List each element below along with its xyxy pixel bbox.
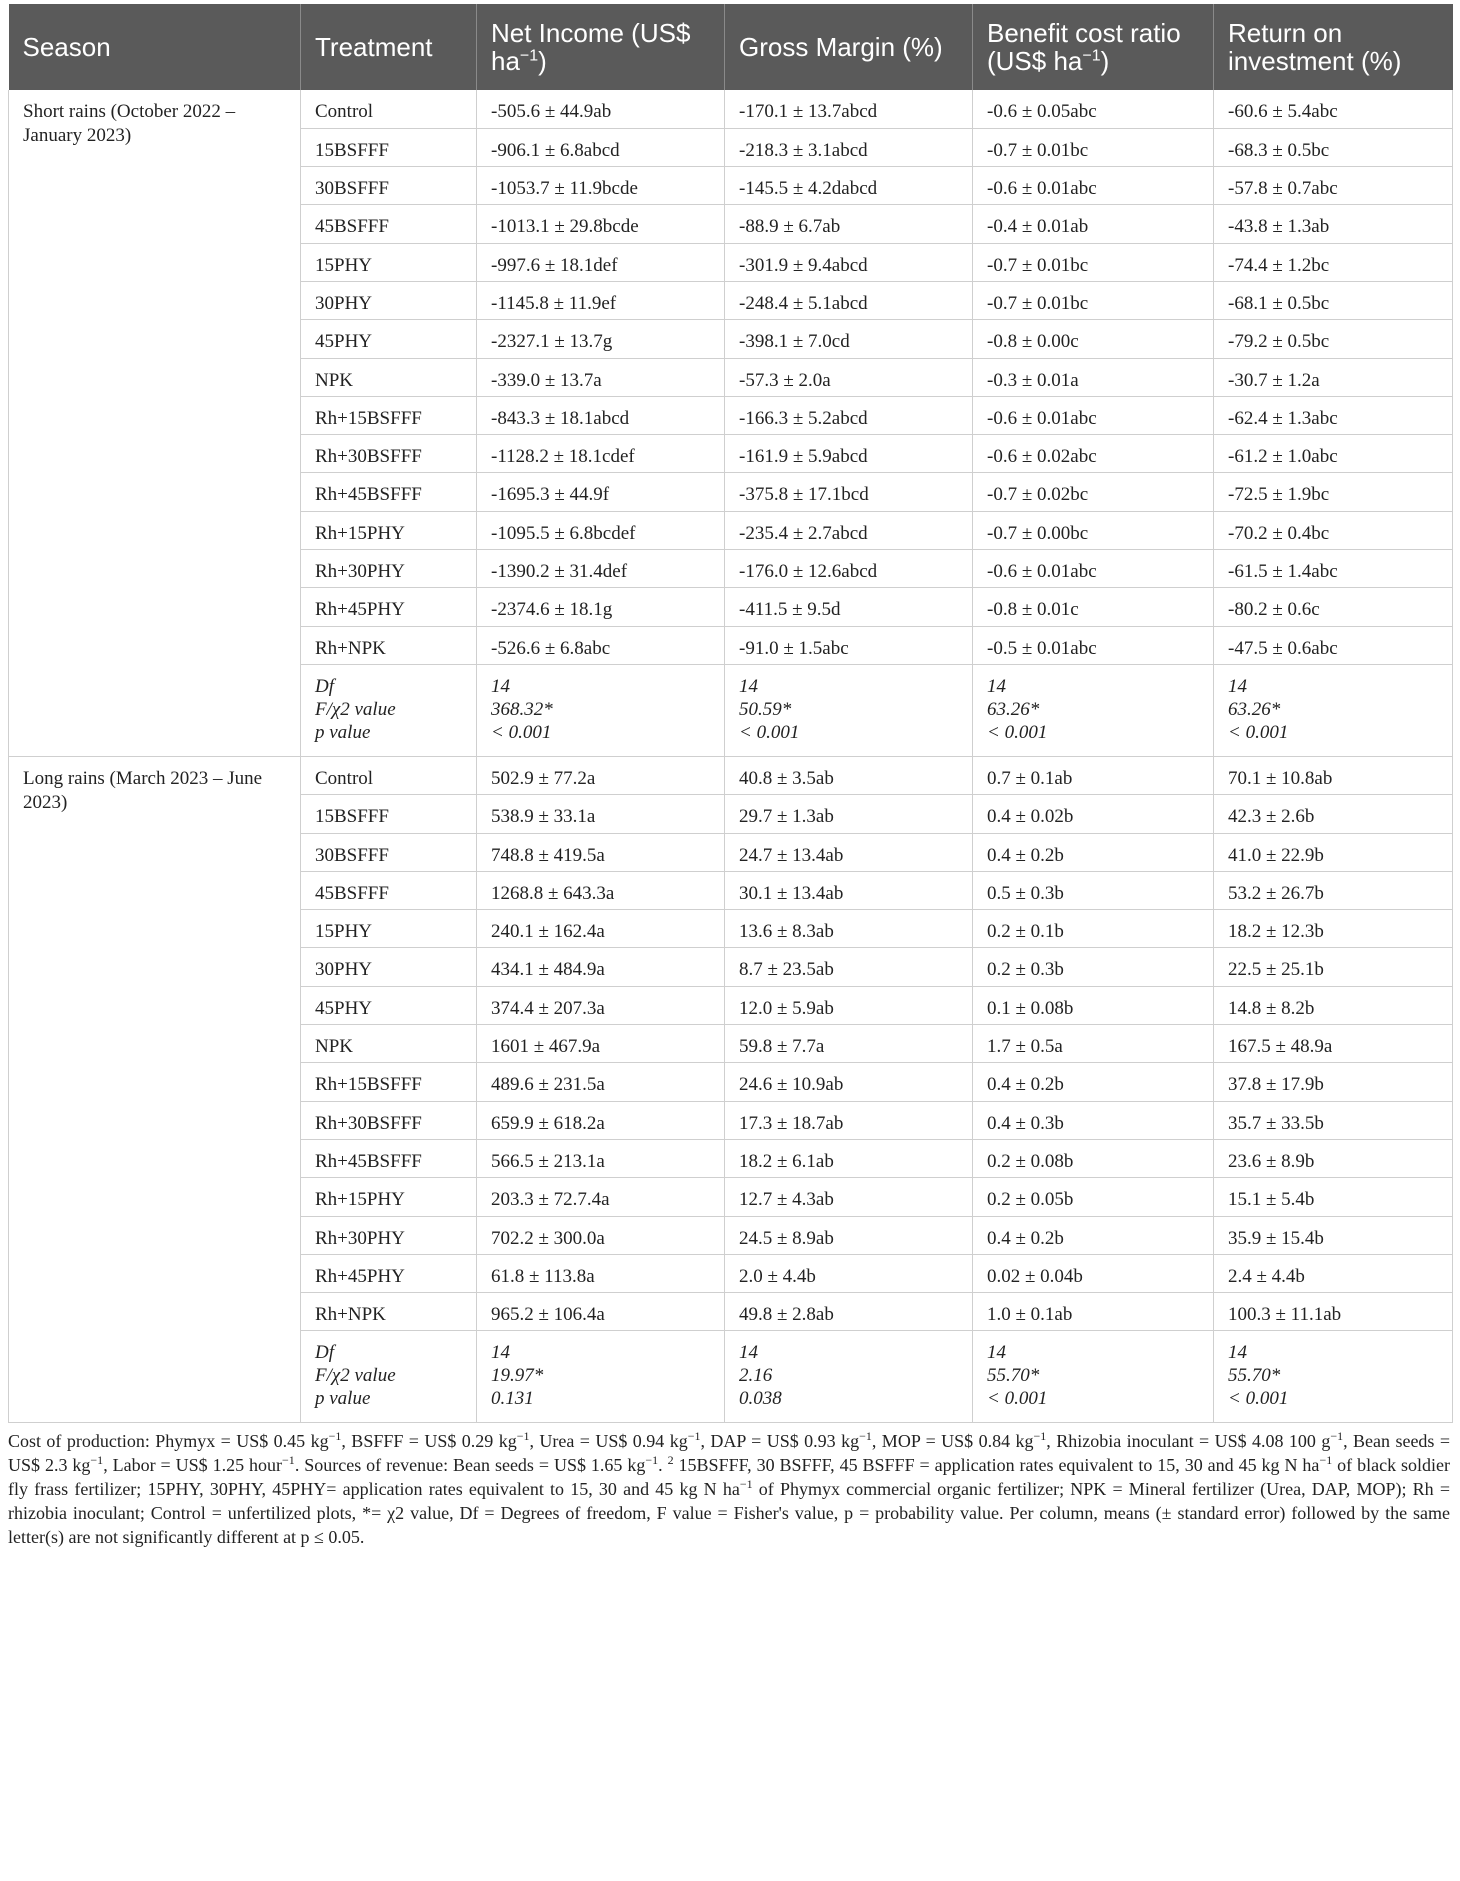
benefit-cost-ratio-cell: -0.6 ± 0.01abc	[973, 396, 1214, 434]
stat-line: < 0.001	[1228, 721, 1289, 743]
net-income-cell: -2327.1 ± 13.7g	[477, 320, 725, 358]
net-income-cell: 374.4 ± 207.3a	[477, 986, 725, 1024]
gross-margin-cell: 8.7 ± 23.5ab	[725, 948, 973, 986]
return-on-investment-cell: -61.5 ± 1.4abc	[1214, 550, 1453, 588]
footnote-segment: Cost of production: Phymyx = US$ 0.45 kg	[8, 1431, 329, 1452]
treatment-cell: 15PHY	[301, 243, 477, 281]
stat-line: 50.59*	[739, 698, 792, 720]
stat-line: 14	[739, 675, 758, 697]
treatment-cell: Rh+15BSFFF	[301, 1063, 477, 1101]
return-on-investment-cell: 37.8 ± 17.9b	[1214, 1063, 1453, 1101]
stat-line: 14	[739, 1342, 758, 1364]
benefit-cost-ratio-cell: -0.4 ± 0.01ab	[973, 205, 1214, 243]
benefit-cost-ratio-cell: -0.6 ± 0.01abc	[973, 167, 1214, 205]
gross-margin-cell: 24.6 ± 10.9ab	[725, 1063, 973, 1101]
col-header-benefit-cost-ratio: Benefit cost ratio (US$ $ha^{-1}$)	[973, 4, 1214, 90]
net-income-cell: -2374.6 ± 18.1g	[477, 588, 725, 626]
gross-margin-cell: 30.1 ± 13.4ab	[725, 871, 973, 909]
treatment-cell: 30PHY	[301, 281, 477, 319]
stat-line: F/χ2 value	[315, 1365, 396, 1387]
stat-line: Df	[315, 1342, 334, 1364]
table-row	[9, 756, 1453, 794]
benefit-cost-ratio-stats-cell	[973, 1331, 1214, 1423]
return-on-investment-cell: 15.1 ± 5.4b	[1214, 1178, 1453, 1216]
stat-line: 14	[1228, 1342, 1247, 1364]
return-on-investment-stats-cell	[1214, 1331, 1453, 1423]
footnote-segment: −1	[739, 1477, 753, 1492]
treatment-cell: 45PHY	[301, 320, 477, 358]
treatment-cell: 15PHY	[301, 910, 477, 948]
return-on-investment-cell: 35.9 ± 15.4b	[1214, 1216, 1453, 1254]
net-income-cell: -906.1 ± 6.8abcd	[477, 128, 725, 166]
benefit-cost-ratio-cell: 0.02 ± 0.04b	[973, 1254, 1214, 1292]
season-label: Short rains (October 2022 – January 2023)	[9, 90, 301, 756]
stat-line: 14	[491, 675, 510, 697]
treatment-cell: 30BSFFF	[301, 833, 477, 871]
treatment-cell: Control	[301, 90, 477, 128]
return-on-investment-cell: 23.6 ± 8.9b	[1214, 1139, 1453, 1177]
treatment-cell: 15BSFFF	[301, 128, 477, 166]
net-income-cell: -1695.3 ± 44.9f	[477, 473, 725, 511]
net-income-cell: -1095.5 ± 6.8bcdef	[477, 511, 725, 549]
benefit-cost-ratio-cell: -0.7 ± 0.01bc	[973, 243, 1214, 281]
net-income-cell: -339.0 ± 13.7a	[477, 358, 725, 396]
benefit-cost-ratio-cell: -0.5 ± 0.01abc	[973, 626, 1214, 664]
benefit-cost-ratio-cell: 0.2 ± 0.05b	[973, 1178, 1214, 1216]
treatment-cell: Rh+45PHY	[301, 588, 477, 626]
benefit-cost-ratio-cell: 0.5 ± 0.3b	[973, 871, 1214, 909]
benefit-cost-ratio-cell: 0.2 ± 0.08b	[973, 1139, 1214, 1177]
return-on-investment-stats-cell	[1214, 664, 1453, 756]
gross-margin-cell: -301.9 ± 9.4abcd	[725, 243, 973, 281]
header-row	[9, 4, 1453, 90]
stat-line: Df	[315, 675, 334, 697]
treatment-cell: Rh+45BSFFF	[301, 473, 477, 511]
treatment-cell: Rh+45PHY	[301, 1254, 477, 1292]
stat-line: p value	[315, 721, 371, 743]
treatment-cell: NPK	[301, 358, 477, 396]
stat-line: 63.26*	[1228, 698, 1281, 720]
benefit-cost-ratio-cell: -0.7 ± 0.01bc	[973, 128, 1214, 166]
benefit-cost-ratio-cell: 0.1 ± 0.08b	[973, 986, 1214, 1024]
stat-line: 19.97*	[491, 1365, 544, 1387]
gross-margin-cell: 40.8 ± 3.5ab	[725, 756, 973, 794]
net-income-cell: 61.8 ± 113.8a	[477, 1254, 725, 1292]
gross-margin-cell: -176.0 ± 12.6abcd	[725, 550, 973, 588]
net-income-cell: 1268.8 ± 643.3a	[477, 871, 725, 909]
benefit-cost-ratio-cell: -0.7 ± 0.01bc	[973, 281, 1214, 319]
footnote-segment: , Rhizobia inoculant = US$ 4.08 100 g	[1046, 1431, 1331, 1452]
return-on-investment-cell: 53.2 ± 26.7b	[1214, 871, 1453, 909]
benefit-cost-ratio-cell: 1.0 ± 0.1ab	[973, 1293, 1214, 1331]
footnote-segment: −1	[90, 1453, 104, 1468]
benefit-cost-ratio-cell: 0.4 ± 0.2b	[973, 833, 1214, 871]
return-on-investment-cell: -30.7 ± 1.2a	[1214, 358, 1453, 396]
net-income-cell: -1128.2 ± 18.1cdef	[477, 435, 725, 473]
footnote-segment: −1	[282, 1453, 295, 1468]
stat-line: < 0.001	[1228, 1388, 1289, 1410]
gross-margin-cell: -145.5 ± 4.2dabcd	[725, 167, 973, 205]
benefit-cost-ratio-cell: -0.7 ± 0.02bc	[973, 473, 1214, 511]
footnote-segment: , Labor = US$ 1.25 hour	[103, 1455, 283, 1476]
footnote-segment: , Bean seeds = US$ 2.3 kg	[8, 1431, 1451, 1476]
treatment-cell: Rh+NPK	[301, 1293, 477, 1331]
gross-margin-cell: -57.3 ± 2.0a	[725, 358, 973, 396]
stat-line: < 0.001	[987, 721, 1048, 743]
col-header-treatment: Treatment	[301, 4, 477, 90]
treatment-cell: Rh+45BSFFF	[301, 1139, 477, 1177]
stat-line: p value	[315, 1388, 371, 1410]
benefit-cost-ratio-cell: -0.6 ± 0.05abc	[973, 90, 1214, 128]
treatment-cell: Rh+NPK	[301, 626, 477, 664]
footnote-segment: −1	[859, 1429, 872, 1444]
return-on-investment-cell: -43.8 ± 1.3ab	[1214, 205, 1453, 243]
footnote-segment: −1	[687, 1429, 701, 1444]
footnote-segment: 15BSFFF, 30 BSFFF, 45 BSFFF = application rates equivalent to 15, 30 and 45 kg N ha	[673, 1455, 1320, 1476]
stat-line: 0.131	[491, 1388, 534, 1410]
treatment-cell: Rh+15PHY	[301, 511, 477, 549]
gross-margin-cell: -248.4 ± 5.1abcd	[725, 281, 973, 319]
stat-line: < 0.001	[491, 721, 552, 743]
return-on-investment-cell: -62.4 ± 1.3abc	[1214, 396, 1453, 434]
stat-line: < 0.001	[987, 1388, 1048, 1410]
gross-margin-cell: -411.5 ± 9.5d	[725, 588, 973, 626]
table-footnote	[8, 1429, 1452, 1549]
gross-margin-cell: 2.0 ± 4.4b	[725, 1254, 973, 1292]
return-on-investment-cell: -57.8 ± 0.7abc	[1214, 167, 1453, 205]
net-income-cell: -997.6 ± 18.1def	[477, 243, 725, 281]
gross-margin-cell: -161.9 ± 5.9abcd	[725, 435, 973, 473]
stat-line: 14	[987, 1342, 1006, 1364]
table-body	[9, 90, 1453, 1423]
stat-labels-cell	[301, 1331, 477, 1423]
table-row	[9, 90, 1453, 128]
treatment-cell: Control	[301, 756, 477, 794]
footnote-segment: , DAP = US$ 0.93 kg	[700, 1431, 860, 1452]
benefit-cost-ratio-cell: 0.2 ± 0.1b	[973, 910, 1214, 948]
stat-line: 2.16	[739, 1365, 773, 1387]
return-on-investment-cell: -68.1 ± 0.5bc	[1214, 281, 1453, 319]
stat-line: 14	[987, 675, 1006, 697]
net-income-cell: -1390.2 ± 31.4def	[477, 550, 725, 588]
gross-margin-cell: -91.0 ± 1.5abc	[725, 626, 973, 664]
net-income-cell: -1013.1 ± 29.8bcde	[477, 205, 725, 243]
stat-line: 14	[491, 1342, 510, 1364]
net-income-cell: 240.1 ± 162.4a	[477, 910, 725, 948]
net-income-cell: 748.8 ± 419.5a	[477, 833, 725, 871]
treatment-cell: 15BSFFF	[301, 795, 477, 833]
gross-margin-cell: -235.4 ± 2.7abcd	[725, 511, 973, 549]
return-on-investment-cell: 42.3 ± 2.6b	[1214, 795, 1453, 833]
gross-margin-cell: -166.3 ± 5.2abcd	[725, 396, 973, 434]
col-header-return-on-investment: Return on investment (%)	[1214, 4, 1453, 90]
net-income-cell: 702.2 ± 300.0a	[477, 1216, 725, 1254]
footnote-segment: −1	[516, 1429, 530, 1444]
footnote-segment: −1	[328, 1429, 342, 1444]
benefit-cost-ratio-cell: 1.7 ± 0.5a	[973, 1025, 1214, 1063]
benefit-cost-ratio-cell: -0.8 ± 0.00c	[973, 320, 1214, 358]
benefit-cost-ratio-cell: 0.2 ± 0.3b	[973, 948, 1214, 986]
return-on-investment-cell: 70.1 ± 10.8ab	[1214, 756, 1453, 794]
net-income-cell: 965.2 ± 106.4a	[477, 1293, 725, 1331]
return-on-investment-cell: -70.2 ± 0.4bc	[1214, 511, 1453, 549]
benefit-cost-ratio-cell: 0.4 ± 0.3b	[973, 1101, 1214, 1139]
treatment-cell: 45BSFFF	[301, 205, 477, 243]
benefit-cost-ratio-cell: -0.8 ± 0.01c	[973, 588, 1214, 626]
footnote-segment: .	[658, 1455, 668, 1476]
return-on-investment-cell: -47.5 ± 0.6abc	[1214, 626, 1453, 664]
return-on-investment-cell: 2.4 ± 4.4b	[1214, 1254, 1453, 1292]
stat-line: 0.038	[739, 1388, 782, 1410]
net-income-cell: 1601 ± 467.9a	[477, 1025, 725, 1063]
gross-margin-cell: 13.6 ± 8.3ab	[725, 910, 973, 948]
season-label: Long rains (March 2023 – June 2023)	[9, 756, 301, 1422]
footnote-segment: 2	[667, 1453, 674, 1468]
benefit-cost-ratio-stats-cell	[973, 664, 1214, 756]
footnote-segment: of black soldier fly frass fertilizer; 15PHY, 30PHY, 45PHY= application rates equivalent to 15, 30 and 45 kg N ha	[8, 1455, 1451, 1500]
return-on-investment-cell: 35.7 ± 33.5b	[1214, 1101, 1453, 1139]
footnote-segment: of Phymyx commercial organic fertilizer; NPK = Mineral fertilizer (Urea, DAP, MOP); Rh = rhizobia inoculant; Control = unfertilized plots, *= χ2 value, Df = Degrees of freedom, F value = Fisher's value, p = probability value. Per column, means (± standard error) followed by the same letter(s) are not significantly different at p ≤ 0.05.	[8, 1479, 1450, 1548]
treatment-cell: Rh+15PHY	[301, 1178, 477, 1216]
gross-margin-cell: 29.7 ± 1.3ab	[725, 795, 973, 833]
stat-line: 55.70*	[987, 1365, 1040, 1387]
gross-margin-cell: -375.8 ± 17.1bcd	[725, 473, 973, 511]
treatment-cell: Rh+30BSFFF	[301, 1101, 477, 1139]
stat-line: < 0.001	[739, 721, 800, 743]
benefit-cost-ratio-cell: -0.6 ± 0.01abc	[973, 550, 1214, 588]
benefit-cost-ratio-cell: -0.3 ± 0.01a	[973, 358, 1214, 396]
return-on-investment-cell: 18.2 ± 12.3b	[1214, 910, 1453, 948]
net-income-cell: 566.5 ± 213.1a	[477, 1139, 725, 1177]
net-income-cell: 434.1 ± 484.9a	[477, 948, 725, 986]
stat-line: 14	[1228, 675, 1247, 697]
benefit-cost-ratio-cell: 0.4 ± 0.02b	[973, 795, 1214, 833]
footnote-segment: −1	[1319, 1453, 1333, 1468]
return-on-investment-cell: 100.3 ± 11.1ab	[1214, 1293, 1453, 1331]
treatment-cell: 30BSFFF	[301, 167, 477, 205]
footnote-segment: −1	[1033, 1429, 1047, 1444]
stat-line: 63.26*	[987, 698, 1040, 720]
footnote-segment: , Urea = US$ 0.94 kg	[529, 1431, 688, 1452]
benefit-cost-ratio-cell: 0.4 ± 0.2b	[973, 1216, 1214, 1254]
gross-margin-stats-cell	[725, 1331, 973, 1423]
return-on-investment-cell: -68.3 ± 0.5bc	[1214, 128, 1453, 166]
benefit-cost-ratio-cell: -0.7 ± 0.00bc	[973, 511, 1214, 549]
treatment-cell: NPK	[301, 1025, 477, 1063]
stat-line: F/χ2 value	[315, 698, 396, 720]
treatment-cell: 45BSFFF	[301, 871, 477, 909]
gross-margin-cell: 59.8 ± 7.7a	[725, 1025, 973, 1063]
gross-margin-cell: 24.7 ± 13.4ab	[725, 833, 973, 871]
gross-margin-cell: -218.3 ± 3.1abcd	[725, 128, 973, 166]
return-on-investment-cell: -79.2 ± 0.5bc	[1214, 320, 1453, 358]
net-income-cell: 489.6 ± 231.5a	[477, 1063, 725, 1101]
gross-margin-cell: -170.1 ± 13.7abcd	[725, 90, 973, 128]
net-income-cell: 538.9 ± 33.1a	[477, 795, 725, 833]
footnote-segment: , MOP = US$ 0.84 kg	[871, 1431, 1034, 1452]
return-on-investment-cell: -72.5 ± 1.9bc	[1214, 473, 1453, 511]
col-header-net-income: Net Income (US$ $ha^{-1}$)	[477, 4, 725, 90]
gross-margin-stats-cell	[725, 664, 973, 756]
gross-margin-cell: 12.7 ± 4.3ab	[725, 1178, 973, 1216]
stat-line: 55.70*	[1228, 1365, 1281, 1387]
footnote-segment: −1	[645, 1453, 659, 1468]
stat-labels-cell	[301, 664, 477, 756]
net-income-stats-cell	[477, 1331, 725, 1423]
net-income-cell: 659.9 ± 618.2a	[477, 1101, 725, 1139]
net-income-cell: -843.3 ± 18.1abcd	[477, 396, 725, 434]
stat-line: 368.32*	[491, 698, 553, 720]
return-on-investment-cell: -74.4 ± 1.2bc	[1214, 243, 1453, 281]
footnote-segment: −1	[1330, 1429, 1344, 1444]
return-on-investment-cell: 14.8 ± 8.2b	[1214, 986, 1453, 1024]
net-income-cell: -526.6 ± 6.8abc	[477, 626, 725, 664]
benefit-cost-ratio-cell: -0.6 ± 0.02abc	[973, 435, 1214, 473]
return-on-investment-cell: 167.5 ± 48.9a	[1214, 1025, 1453, 1063]
net-income-cell: 502.9 ± 77.2a	[477, 756, 725, 794]
gross-margin-cell: -88.9 ± 6.7ab	[725, 205, 973, 243]
treatment-cell: Rh+30PHY	[301, 1216, 477, 1254]
treatment-cell: 30PHY	[301, 948, 477, 986]
return-on-investment-cell: -61.2 ± 1.0abc	[1214, 435, 1453, 473]
treatment-cell: Rh+15BSFFF	[301, 396, 477, 434]
treatment-cell: 45PHY	[301, 986, 477, 1024]
footnote-segment: . Sources of revenue: Bean seeds = US$ 1.65 kg	[294, 1455, 646, 1476]
gross-margin-cell: 49.8 ± 2.8ab	[725, 1293, 973, 1331]
net-income-cell: -1145.8 ± 11.9ef	[477, 281, 725, 319]
treatment-cell: Rh+30BSFFF	[301, 435, 477, 473]
return-on-investment-cell: -60.6 ± 5.4abc	[1214, 90, 1453, 128]
benefit-cost-ratio-cell: 0.4 ± 0.2b	[973, 1063, 1214, 1101]
gross-margin-cell: 17.3 ± 18.7ab	[725, 1101, 973, 1139]
return-on-investment-cell: 22.5 ± 25.1b	[1214, 948, 1453, 986]
col-header-gross-margin: Gross Margin (%)	[725, 4, 973, 90]
net-income-stats-cell	[477, 664, 725, 756]
results-table-container	[8, 4, 1452, 1549]
net-income-cell: -1053.7 ± 11.9bcde	[477, 167, 725, 205]
gross-margin-cell: 12.0 ± 5.9ab	[725, 986, 973, 1024]
return-on-investment-cell: -80.2 ± 0.6c	[1214, 588, 1453, 626]
footnote-segment: , BSFFF = US$ 0.29 kg	[341, 1431, 517, 1452]
benefit-cost-ratio-cell: 0.7 ± 0.1ab	[973, 756, 1214, 794]
net-income-cell: -505.6 ± 44.9ab	[477, 90, 725, 128]
return-on-investment-cell: 41.0 ± 22.9b	[1214, 833, 1453, 871]
col-header-season: Season	[9, 4, 301, 90]
economic-analysis-table	[8, 4, 1453, 1423]
gross-margin-cell: 18.2 ± 6.1ab	[725, 1139, 973, 1177]
gross-margin-cell: 24.5 ± 8.9ab	[725, 1216, 973, 1254]
net-income-cell: 203.3 ± 72.7.4a	[477, 1178, 725, 1216]
treatment-cell: Rh+30PHY	[301, 550, 477, 588]
gross-margin-cell: -398.1 ± 7.0cd	[725, 320, 973, 358]
